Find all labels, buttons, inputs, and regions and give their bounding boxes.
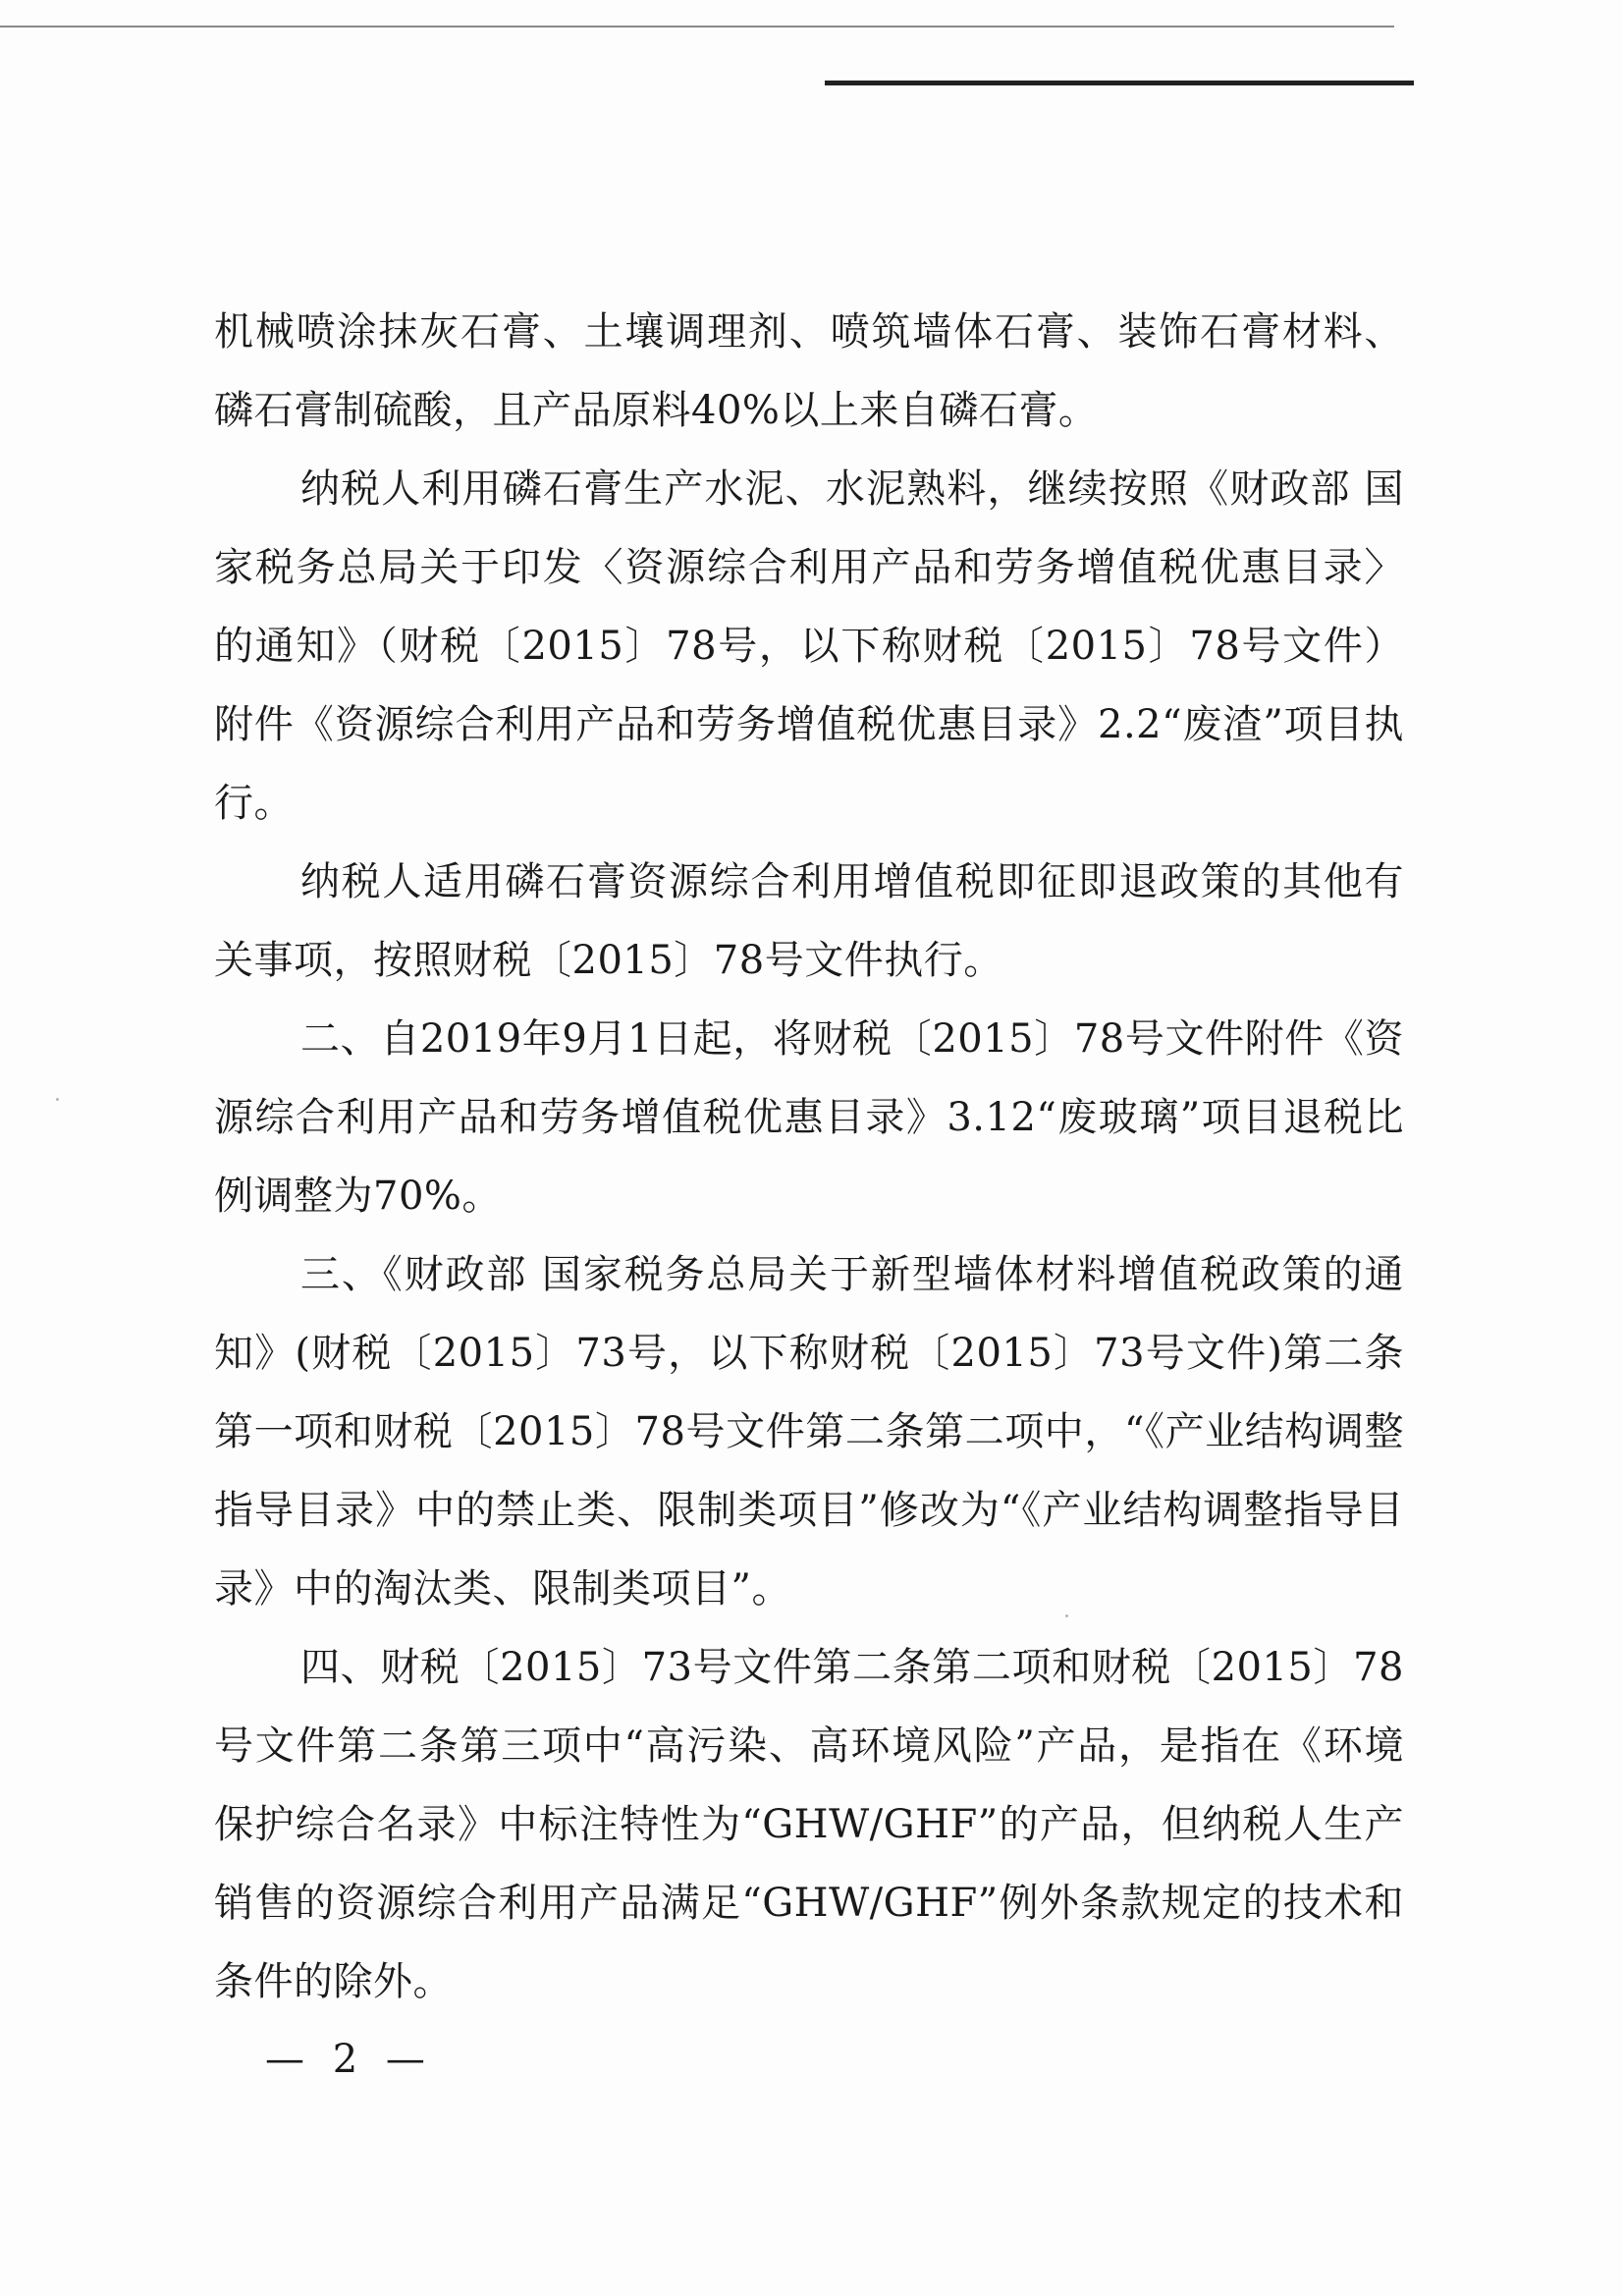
page-number: — 2 — bbox=[265, 2037, 433, 2082]
paragraph-other-matters: 纳税人适用磷石膏资源综合利用增值税即征即退政策的其他有关事项，按照财税〔2015〕78号文件执行。 bbox=[214, 859, 1404, 983]
paragraph-phosphogypsum-cement: 纳税人利用磷石膏生产水泥、水泥熟料，继续按照《财政部 国家税务总局关于印发〈资源综合利用产品和劳务增值税优惠目录〉的通知》（财税〔2015〕78号，以下称财税〔2015〕78号文件）附件《资源综合利用产品和劳务增值税优惠目录》2.2“废渣”项目执行。 bbox=[214, 466, 1404, 826]
paragraph-item-two: 二、自2019年9月1日起，将财税〔2015〕78号文件附件《资源综合利用产品和劳务增值税优惠目录》3.12“废玻璃”项目退税比例调整为70%。 bbox=[214, 1016, 1404, 1219]
paragraph-item-four: 四、财税〔2015〕73号文件第二条第二项和财税〔2015〕78号文件第二条第三项中“高污染、高环境风险”产品，是指在《环境保护综合名录》中标注特性为“GHW/GHF”的产品，但纳税人生产销售的资源综合利用产品满足“GHW/GHF”例外条款规定的技术和条件的除外。 bbox=[214, 1645, 1404, 2004]
body-text bbox=[214, 293, 1404, 2021]
paragraph-continuation: 机械喷涂抹灰石膏、土壤调理剂、喷筑墙体石膏、装饰石膏材料、磷石膏制硫酸，且产品原料40%以上来自磷石膏。 bbox=[214, 309, 1404, 433]
header-rule-thin bbox=[0, 26, 1394, 27]
paragraph-item-three: 三、《财政部 国家税务总局关于新型墙体材料增值税政策的通知》(财税〔2015〕73号，以下称财税〔2015〕73号文件)第二条第一项和财税〔2015〕78号文件第二条第二项中，“《产业结构调整指导目录》中的禁止类、限制类项目”修改为“《产业结构调整指导目录》中的淘汰类、限制类项目”。 bbox=[214, 1252, 1404, 1612]
scan-speck bbox=[56, 1098, 59, 1101]
header-rule-thick bbox=[825, 81, 1414, 85]
